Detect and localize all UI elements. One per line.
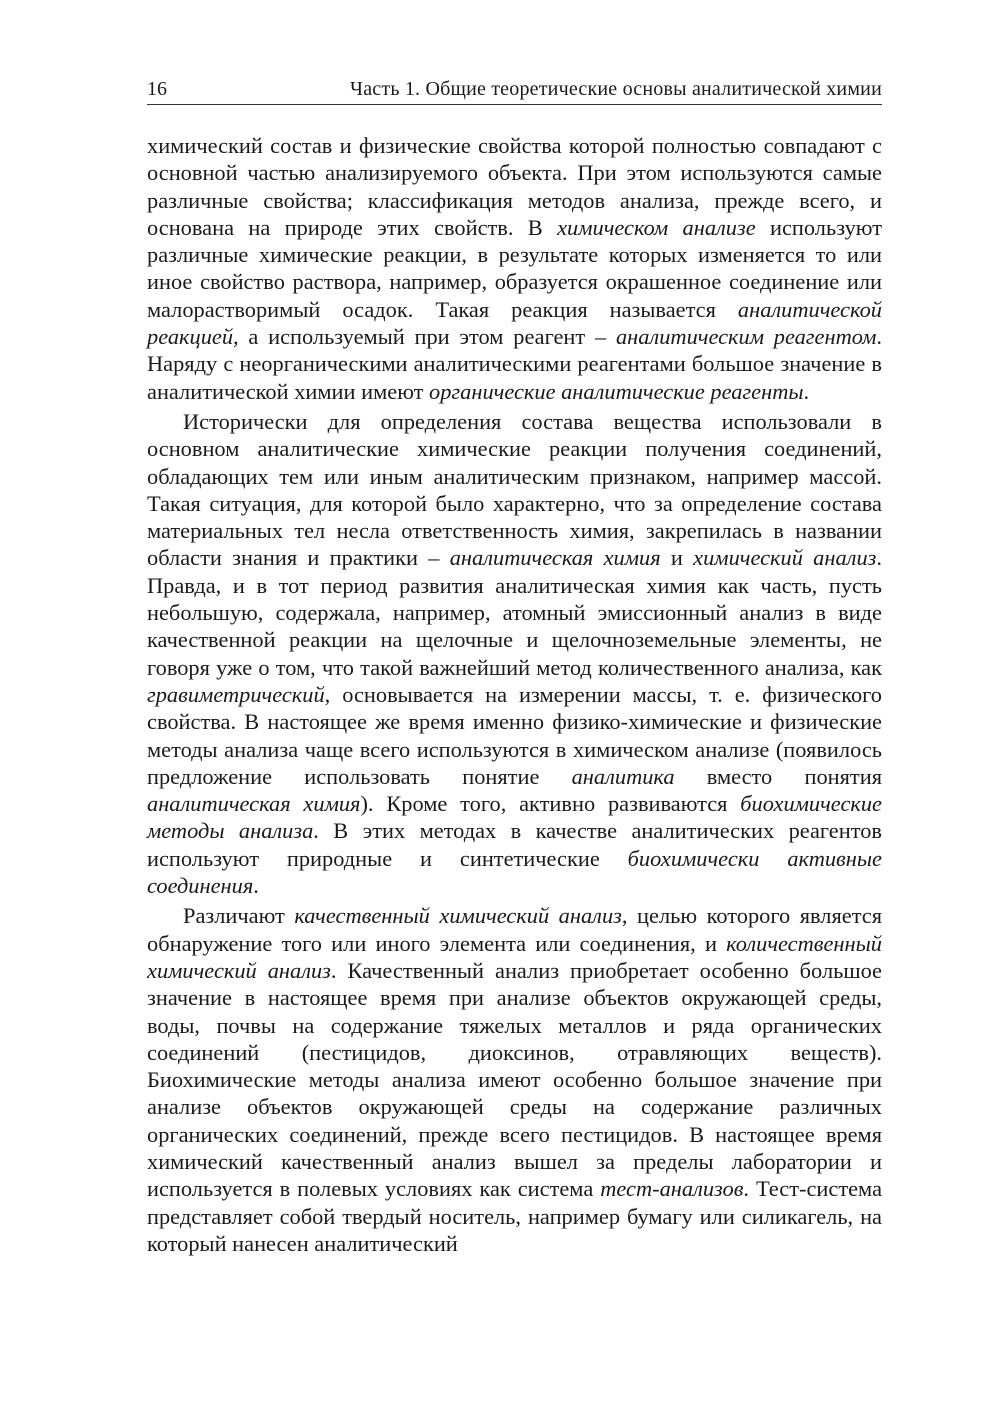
running-header xyxy=(147,74,882,105)
italic-term: аналитическим реагентом xyxy=(615,324,877,350)
italic-term: гравиметрический xyxy=(147,681,325,707)
italic-term: органические аналитические реагенты xyxy=(429,378,804,404)
text-run: . xyxy=(803,378,810,404)
text-run: химический состав и физические свойства которой полностью совпадают с основной частью анализируемого объекта. При этом используются самые различные свойства; классификация методов анализа, прежде всего, и основана на природе этих свойств. В xyxy=(147,133,882,240)
text-run: Различают xyxy=(183,903,295,929)
paragraph-continued xyxy=(147,132,882,405)
paragraph xyxy=(147,902,882,1257)
page-number: 16 xyxy=(147,78,167,100)
italic-term: аналитическая химия xyxy=(147,791,361,817)
text-run: Исторически для определения состава вещества использовали в основном аналитические химические реакции получения соединений, обладающих тем или иным аналитическим признаком, например массой. Такая ситуация, для которой было характерно, что за определение состава материальных тел несла ответственность химия, закрепилась в названии области знания и практики – xyxy=(147,408,882,571)
text-run: и xyxy=(660,545,694,571)
italic-term: качественный химический анализ xyxy=(294,903,622,929)
text-run: . xyxy=(253,873,259,899)
text-run: вместо понятия xyxy=(674,763,882,789)
text-run: . Тест-система представляет собой твердый носитель, например бумагу или силикагель, на который нанесен аналитический xyxy=(147,1176,883,1256)
italic-term: количественный химический анализ xyxy=(147,930,882,983)
text-run: . Качественный анализ приобретает особенно большое значение в настоящее время при анализе объектов окружающей среды, воды, почвы на содержание тяжелых металлов и ряда органических соединений (пестицидов, диоксинов, отравляющих веществ). Биохимические методы анализа имеют особенно большое значение при анализе объектов окружающей среды на содержание различных органических соединений, прежде всего пестицидов. В настоящее время химический качественный анализ вышел за пределы лаборатории и используется в полевых условиях как система xyxy=(147,957,882,1202)
italic-term: тест-анализов xyxy=(600,1176,744,1202)
italic-term: аналитическая химия xyxy=(449,545,661,571)
text-run: . В этих методах в качестве аналитических реагентов используют природные и синтетические xyxy=(147,818,882,871)
italic-term: химическом анализе xyxy=(557,214,756,240)
text-run: , целью которого является обнаружение того или иного элемента или соединения, и xyxy=(147,903,882,956)
italic-term: химический анализ xyxy=(693,545,877,571)
text-run: , основывается на измерении массы, т. е. физического свойства. В настоящее же время именно физико-химические и физические методы анализа чаще всего используются в химическом анализе (появилось предложение использовать понятие xyxy=(147,681,882,789)
body-text xyxy=(147,132,882,1257)
text-run: , а используемый при этом реагент – xyxy=(233,324,616,350)
running-title: Часть 1. Общие теоретические основы аналитической химии xyxy=(350,78,882,100)
italic-term: аналитика xyxy=(571,763,675,789)
italic-term: биохимические методы анализа xyxy=(147,791,882,844)
italic-term: аналитической реакцией xyxy=(147,296,882,350)
text-run: . Наряду с неорганическими аналитическими реагентами большое значение в аналитической химии имеют xyxy=(147,324,882,404)
italic-term: биохимически активные соединения xyxy=(147,845,882,899)
paragraph xyxy=(147,408,882,899)
text-run: ). Кроме того, активно развиваются xyxy=(360,791,741,817)
text-run: . Правда, и в тот период развития аналитическая химия как часть, пусть небольшую, содержала, например, атомный эмиссионный анализ в виде качественной реакции на щелочные и щелочноземельные элементы, не говоря уже о том, что такой важнейший метод количественного анализа, как xyxy=(147,545,882,680)
text-run: используют различные химические реакции, в результате которых изменяется то или иное свойство раствора, например, образуется окрашенное соединение или малорастворимый осадок. Такая реакция называется xyxy=(147,214,882,322)
